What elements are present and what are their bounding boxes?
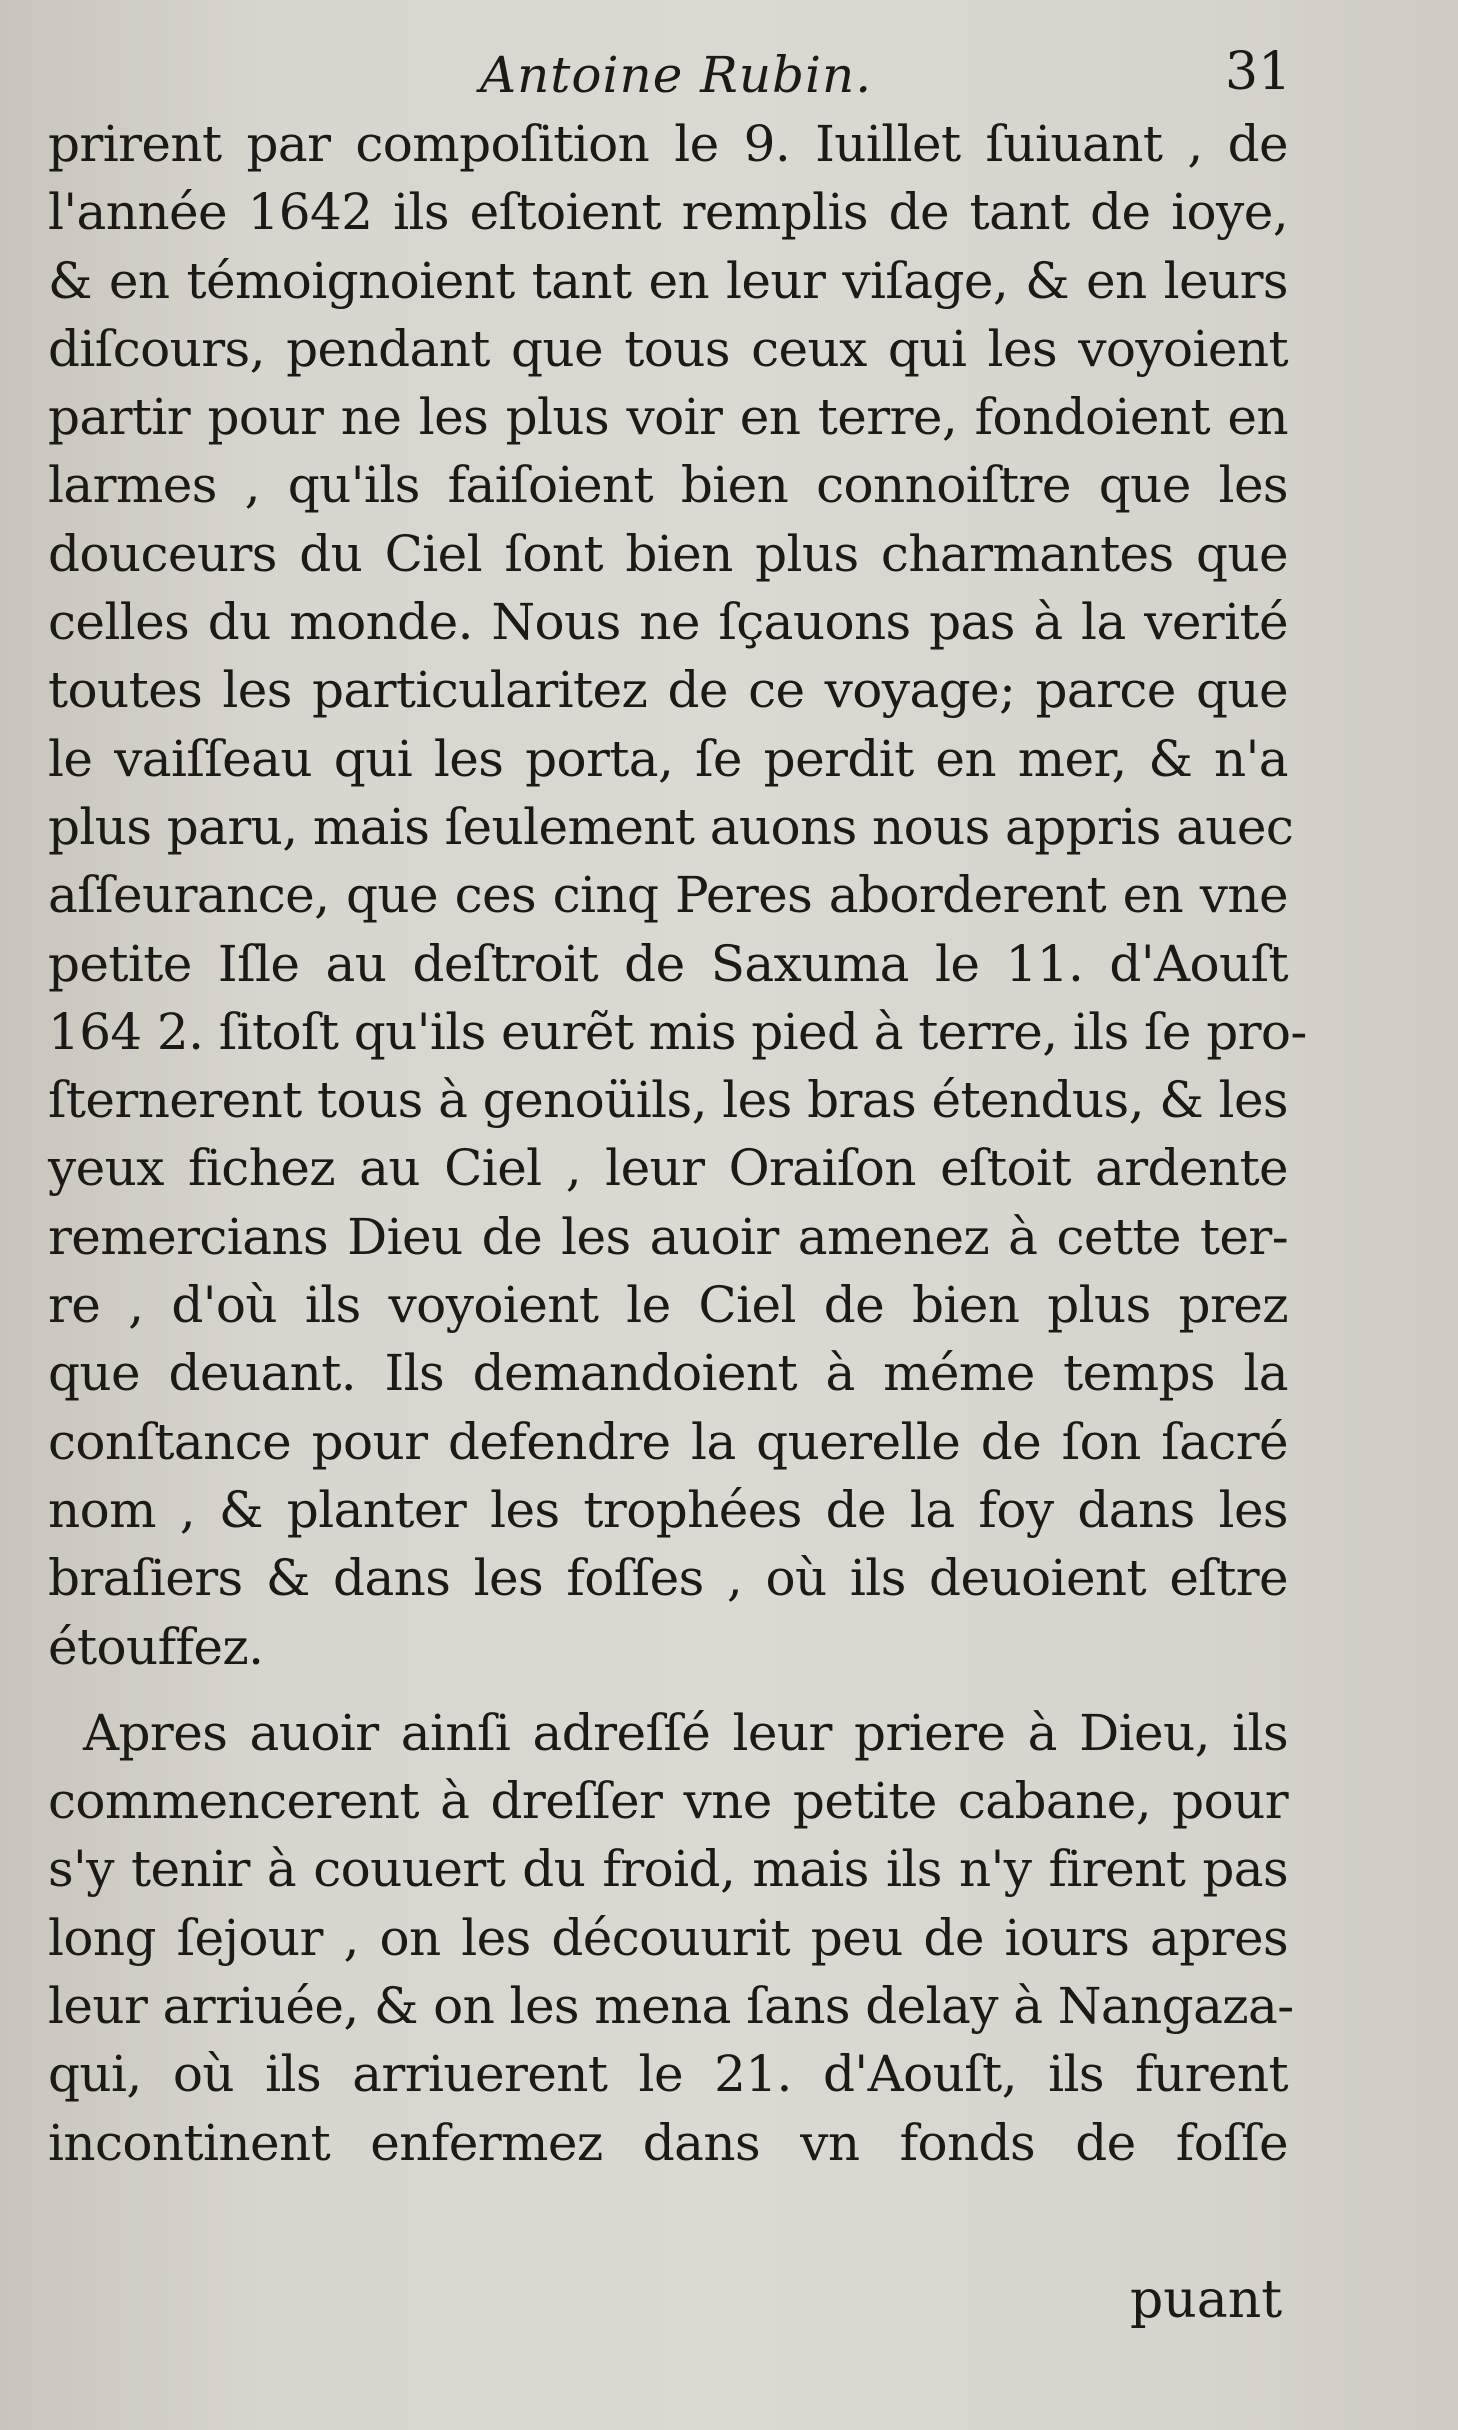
- text-line: leur arriuée, & on les mena ſans delay à Nangaza-: [48, 1977, 1294, 2036]
- page-header: [0, 38, 1458, 118]
- paragraph-1: [48, 110, 1307, 1681]
- text-line: re , d'où ils voyoient le Ciel de bien plus prez: [48, 1276, 1288, 1335]
- body-text: [48, 110, 1307, 2177]
- text-line: diſcours, pendant que tous ceux qui les voyoient: [48, 319, 1288, 378]
- paragraph-2: [48, 1699, 1294, 2177]
- page-number: 31: [1225, 42, 1292, 102]
- text-line: partir pour ne les plus voir en terre, fondoient en: [48, 388, 1288, 447]
- text-line: toutes les particularitez de ce voyage; parce que: [48, 661, 1288, 720]
- text-line: commencerent à dreſſer vne petite cabane, pour: [48, 1772, 1288, 1831]
- text-line: ſternerent tous à genoüils, les bras étendus, & les: [48, 1071, 1288, 1130]
- text-line: l'année 1642 ils eſtoient remplis de tant de ioye,: [48, 183, 1288, 242]
- running-title: Antoine Rubin.: [480, 46, 873, 104]
- text-line: remercians Dieu de les auoir amenez à cette ter-: [48, 1207, 1288, 1266]
- text-line: nom , & planter les trophées de la foy dans les: [48, 1480, 1288, 1539]
- text-line: aſſeurance, que ces cinq Peres aborderent en vne: [48, 866, 1288, 925]
- text-line: larmes , qu'ils faiſoient bien connoiſtre que les: [48, 456, 1288, 515]
- text-line: yeux fichez au Ciel , leur Oraiſon eſtoit ardente: [48, 1139, 1288, 1198]
- text-line: 164 2. ſitoſt qu'ils eurẽt mis pied à terre, ils ſe pro-: [48, 1002, 1307, 1061]
- catchword: puant: [1130, 2270, 1283, 2330]
- text-line: long ſejour , on les découurit peu de iours apres: [48, 1908, 1288, 1967]
- text-line: prirent par compoſition le 9. Iuillet ſuiuant , de: [48, 115, 1288, 173]
- text-line: s'y tenir à couuert du froid, mais ils n'y firent pas: [48, 1840, 1288, 1899]
- text-line: & en témoignoient tant en leur viſage, & en leurs: [48, 251, 1288, 310]
- text-line: Apres auoir ainſi adreſſé leur priere à Dieu, ils: [83, 1703, 1288, 1762]
- text-line: étouffez.: [48, 1617, 264, 1676]
- text-line: que deuant. Ils demandoient à méme temps la: [48, 1344, 1288, 1403]
- text-line: le vaiſſeau qui les porta, ſe perdit en mer, & n'a: [48, 729, 1288, 788]
- text-line: douceurs du Ciel ſont bien plus charmantes que: [48, 524, 1288, 583]
- text-line: plus paru, mais ſeulement auons nous appris auec: [48, 797, 1294, 856]
- text-line: incontinent enfermez dans vn fonds de foſſe: [48, 2113, 1288, 2172]
- text-line: qui, où ils arriuerent le 21. d'Aouſt, ils furent: [48, 2045, 1288, 2104]
- text-line: conſtance pour defendre la querelle de ſon ſacré: [48, 1412, 1288, 1471]
- text-line: petite Iſle au deſtroit de Saxuma le 11. d'Aouſt: [48, 934, 1288, 993]
- paragraph-gap: [48, 1681, 1288, 1699]
- text-line: celles du monde. Nous ne ſçauons pas à la verité: [48, 593, 1288, 652]
- text-line: braſiers & dans les foſſes , où ils deuoient eſtre: [48, 1549, 1288, 1608]
